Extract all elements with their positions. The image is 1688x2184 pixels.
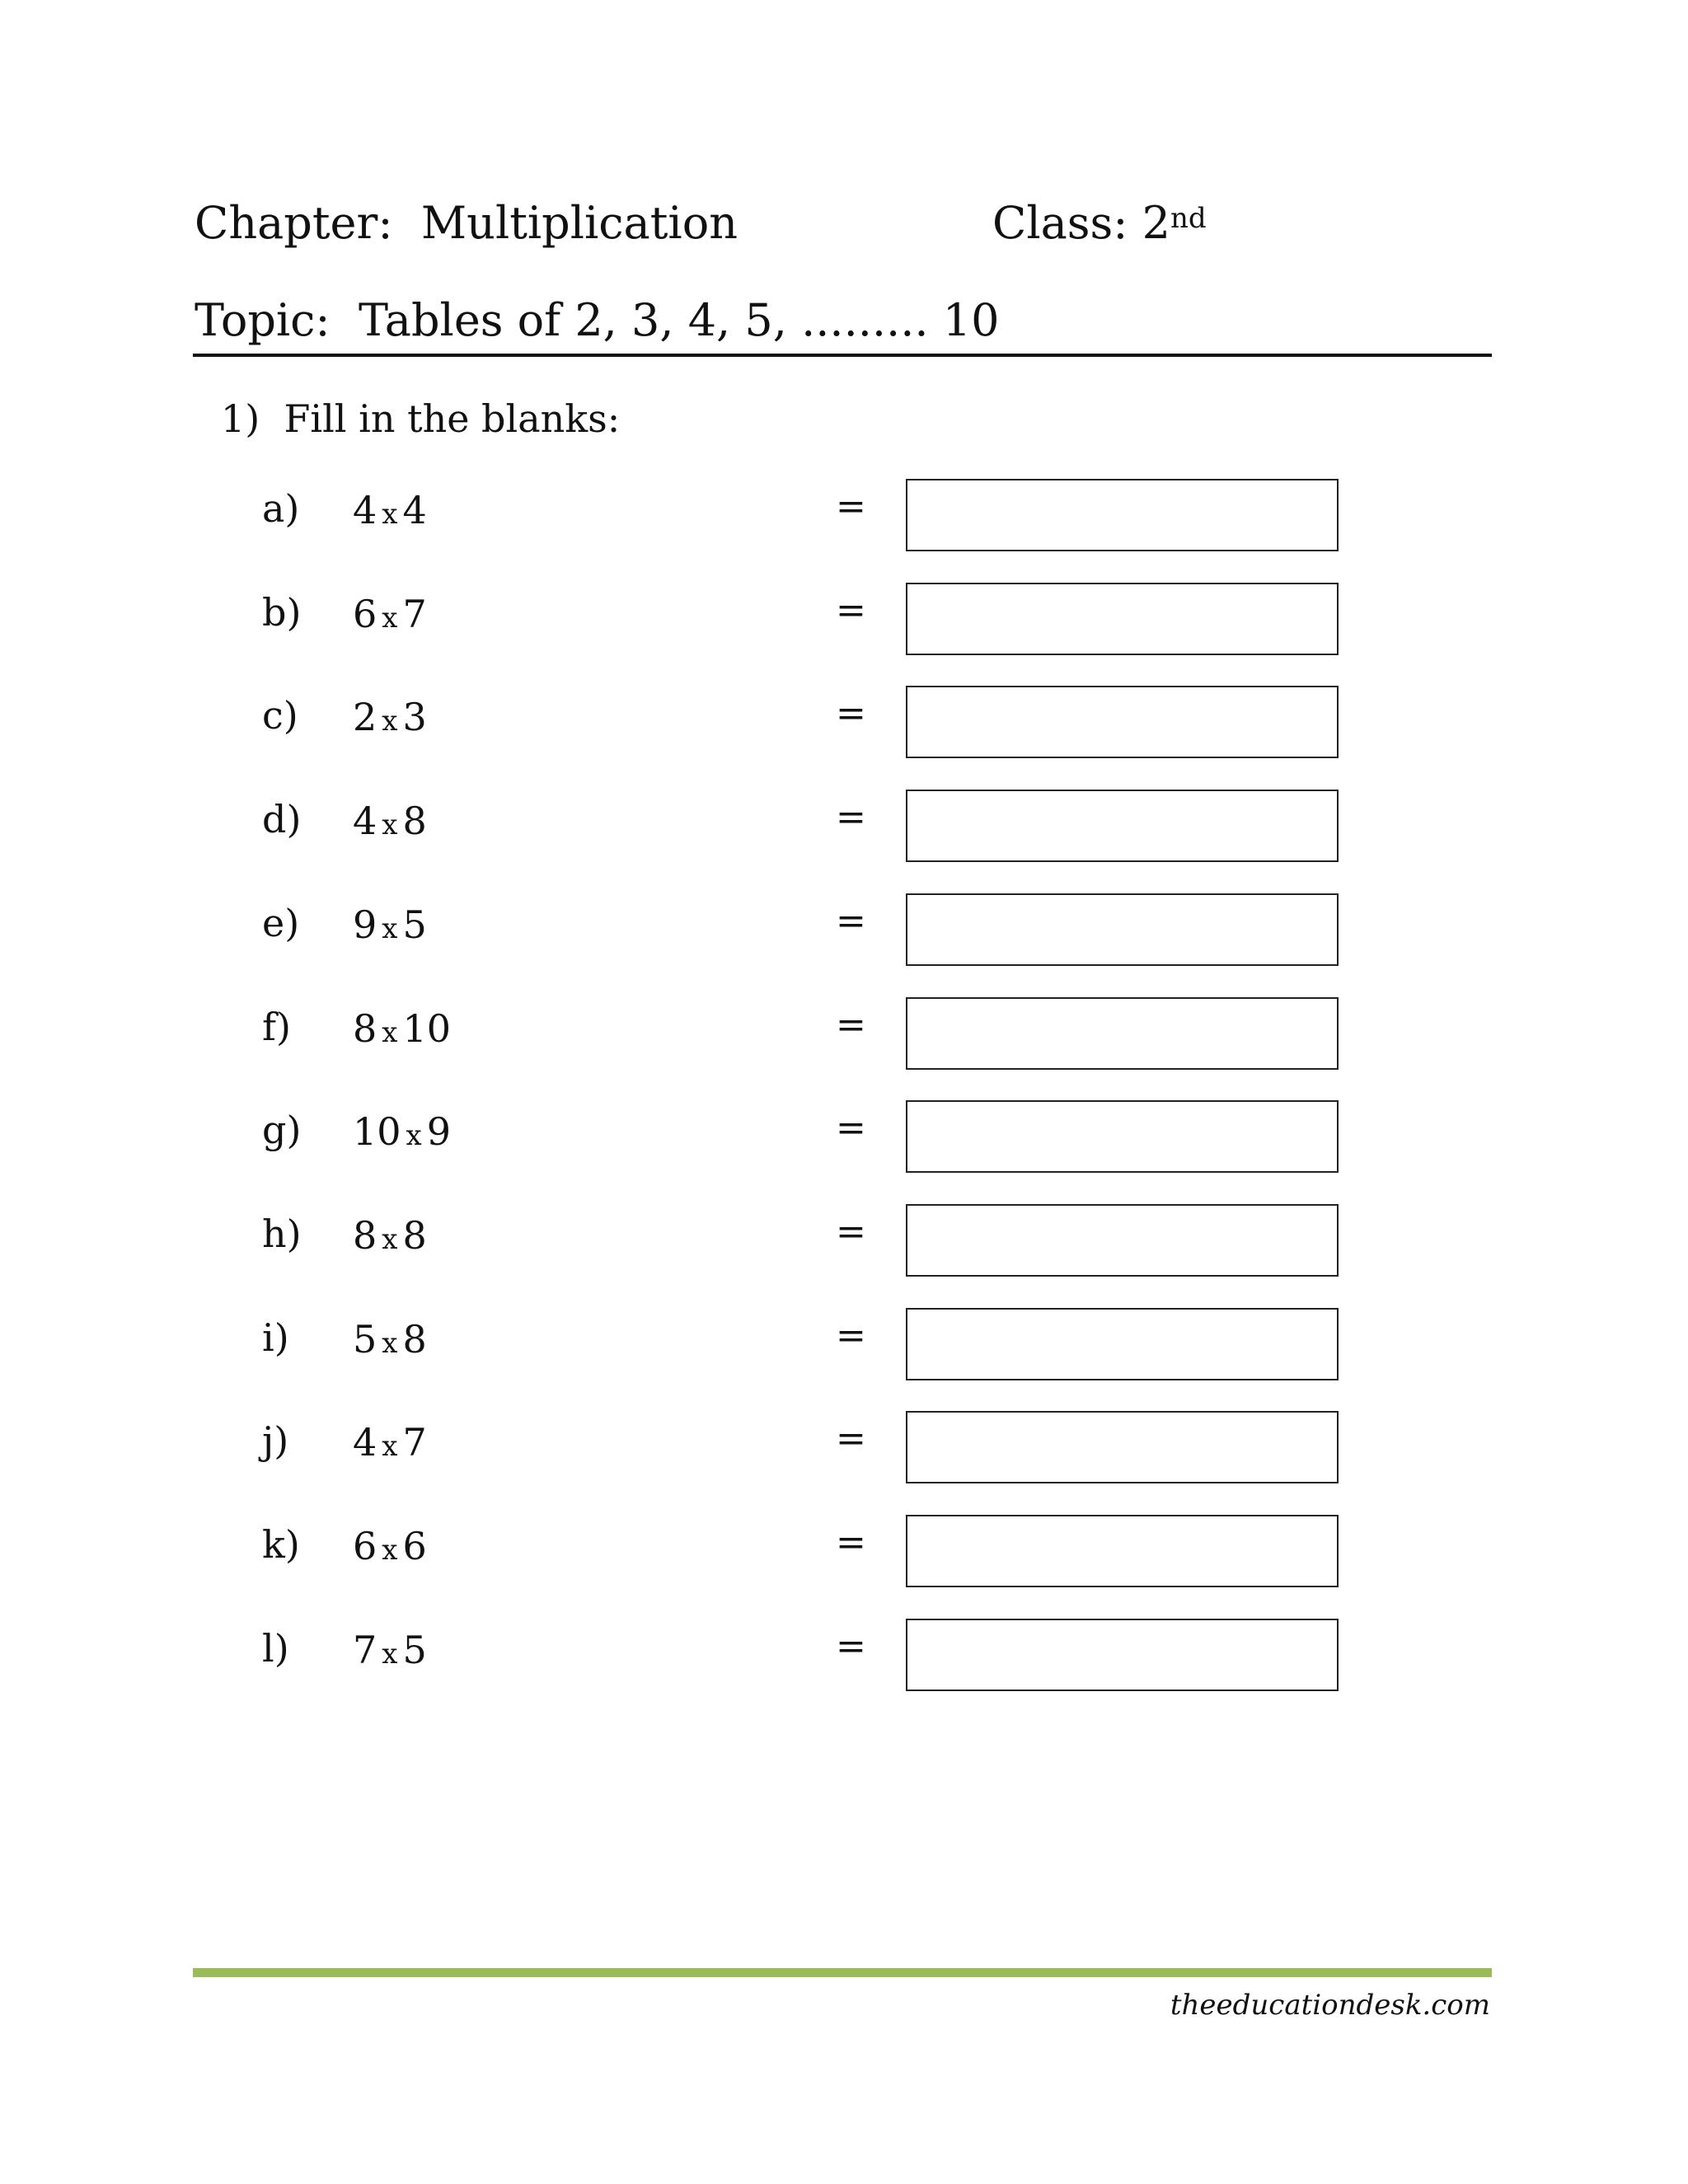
class-label: Class:: [992, 197, 1128, 249]
times-sign: x: [382, 808, 398, 841]
problem-row: [0, 1204, 1688, 1278]
problem-letter: a): [262, 486, 300, 531]
header-divider: [193, 354, 1492, 357]
equals-sign: =: [836, 485, 866, 527]
equals-sign: =: [836, 1211, 866, 1253]
answer-box[interactable]: [906, 1100, 1339, 1173]
times-sign: x: [406, 1119, 422, 1152]
problem-row: [0, 1515, 1688, 1589]
problem-expression: [353, 1005, 451, 1056]
problem-letter: j): [262, 1418, 289, 1463]
operand-b: 6: [402, 1524, 427, 1568]
answer-box[interactable]: [906, 1515, 1339, 1587]
answer-box[interactable]: [906, 1411, 1339, 1483]
operand-b: 10: [402, 1006, 452, 1051]
problem-row: [0, 686, 1688, 760]
problem-row: [0, 1100, 1688, 1174]
chapter-value: Multiplication: [420, 197, 738, 249]
topic-value: Tables of 2, 3, 4, 5, ......... 10: [358, 294, 1000, 346]
question-prompt: [221, 396, 620, 442]
times-sign: x: [382, 1016, 398, 1049]
answer-box[interactable]: [906, 1204, 1339, 1277]
operand-b: 8: [402, 1317, 427, 1361]
operand-b: 7: [402, 592, 427, 636]
problem-row: [0, 790, 1688, 864]
equals-sign: =: [836, 1418, 866, 1460]
times-sign: x: [382, 1638, 398, 1671]
problem-expression: [353, 1316, 427, 1366]
operand-b: 8: [402, 1213, 427, 1258]
answer-box[interactable]: [906, 686, 1339, 758]
answer-box[interactable]: [906, 583, 1339, 655]
times-sign: x: [382, 498, 398, 531]
problem-expression: [353, 1108, 451, 1159]
topic-heading: [195, 294, 999, 347]
operand-a: 4: [353, 799, 377, 843]
operand-a: 8: [353, 1006, 377, 1051]
class-heading: [992, 197, 1207, 250]
problem-expression: [353, 1419, 427, 1469]
equals-sign: =: [836, 1625, 866, 1667]
problem-expression: [353, 902, 427, 952]
class-value: 2: [1142, 197, 1170, 249]
question-text: Fill in the blanks:: [284, 396, 621, 441]
problem-expression: [353, 1523, 427, 1573]
problem-expression: [353, 591, 427, 641]
problem-letter: g): [262, 1108, 302, 1152]
operand-a: 4: [353, 1420, 377, 1465]
equals-sign: =: [836, 589, 866, 631]
times-sign: x: [382, 602, 398, 635]
problem-row: [0, 1619, 1688, 1693]
problem-expression: [353, 694, 427, 744]
operand-a: 8: [353, 1213, 377, 1258]
operand-a: 10: [353, 1109, 401, 1154]
class-suffix: nd: [1170, 202, 1207, 235]
problem-letter: l): [262, 1626, 289, 1671]
problem-row: [0, 479, 1688, 553]
problem-letter: f): [262, 1005, 291, 1049]
times-sign: x: [382, 705, 398, 738]
operand-b: 9: [426, 1109, 452, 1154]
footer-site: theeducationdesk.com: [1170, 1989, 1490, 2022]
chapter-heading: [195, 197, 738, 250]
problem-row: [0, 997, 1688, 1071]
operand-a: 9: [353, 902, 377, 947]
answer-box[interactable]: [906, 790, 1339, 862]
problem-row: [0, 1411, 1688, 1485]
equals-sign: =: [836, 692, 866, 734]
operand-b: 7: [402, 1420, 427, 1465]
topic-label: Topic:: [195, 294, 331, 346]
problem-expression: [353, 1627, 427, 1677]
problem-row: [0, 583, 1688, 657]
operand-a: 2: [353, 695, 377, 739]
problem-row: [0, 893, 1688, 968]
operand-b: 5: [402, 1628, 427, 1672]
operand-b: 3: [402, 695, 427, 739]
times-sign: x: [382, 1534, 398, 1567]
equals-sign: =: [836, 796, 866, 838]
operand-a: 6: [353, 592, 377, 636]
operand-a: 7: [353, 1628, 377, 1672]
problem-letter: b): [262, 590, 302, 635]
times-sign: x: [382, 1327, 398, 1360]
answer-box[interactable]: [906, 479, 1339, 551]
operand-b: 4: [402, 488, 427, 532]
times-sign: x: [382, 1430, 398, 1463]
problem-row: [0, 1308, 1688, 1382]
problem-letter: h): [262, 1212, 302, 1256]
question-number: 1): [221, 396, 260, 441]
problem-expression: [353, 487, 427, 537]
problem-letter: i): [262, 1315, 289, 1360]
answer-box[interactable]: [906, 997, 1339, 1070]
problem-expression: [353, 798, 427, 848]
problem-letter: c): [262, 693, 298, 738]
operand-b: 8: [402, 799, 427, 843]
footer-divider: [193, 1968, 1492, 1977]
answer-box[interactable]: [906, 1619, 1339, 1691]
equals-sign: =: [836, 1004, 866, 1046]
equals-sign: =: [836, 1107, 866, 1149]
equals-sign: =: [836, 1521, 866, 1563]
problem-letter: e): [262, 901, 300, 945]
problem-letter: k): [262, 1522, 300, 1567]
answer-box[interactable]: [906, 1308, 1339, 1380]
operand-a: 4: [353, 488, 377, 532]
equals-sign: =: [836, 1315, 866, 1357]
times-sign: x: [382, 1223, 398, 1256]
chapter-label: Chapter:: [195, 197, 393, 249]
equals-sign: =: [836, 900, 866, 942]
operand-a: 6: [353, 1524, 377, 1568]
problem-expression: [353, 1212, 427, 1263]
times-sign: x: [382, 912, 398, 945]
operand-b: 5: [402, 902, 427, 947]
problem-letter: d): [262, 797, 302, 841]
answer-box[interactable]: [906, 893, 1339, 966]
operand-a: 5: [353, 1317, 377, 1361]
